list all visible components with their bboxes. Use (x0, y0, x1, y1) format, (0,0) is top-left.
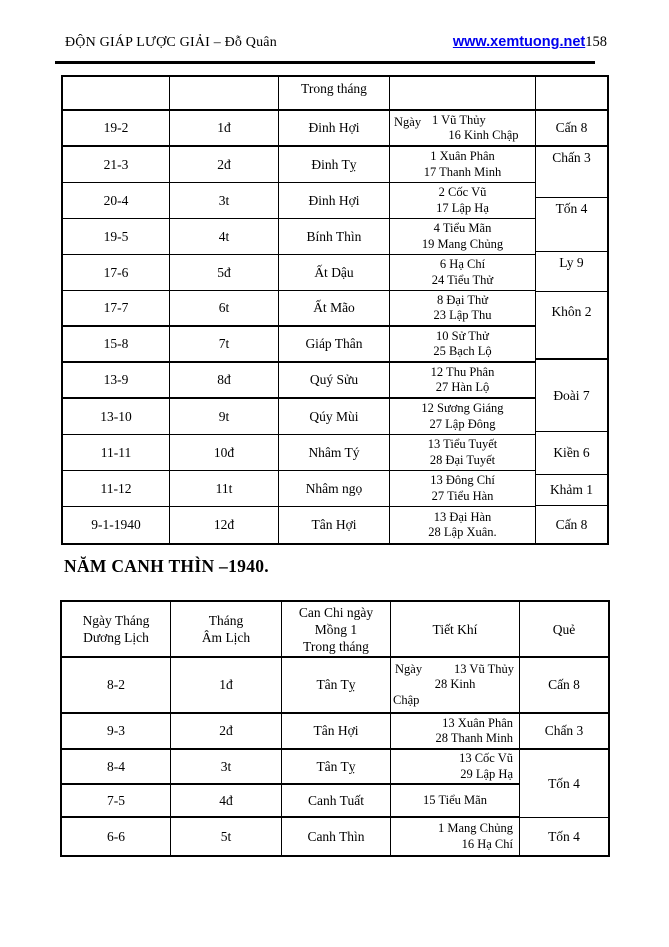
que-value: Tốn 4 (548, 828, 580, 844)
que-cell (536, 475, 607, 506)
que-value: Cấn 8 (555, 120, 588, 135)
date-cell-value: 19-2 (103, 120, 129, 135)
lunar-month-cell (170, 471, 279, 506)
que-header-cell (536, 77, 607, 111)
table-row (62, 785, 520, 818)
tietkhi-line: 4 Tiểu Mãn (433, 221, 492, 235)
tietkhi-line: 15 Tiểu Mãn (423, 792, 487, 807)
que-cell (520, 658, 608, 714)
ngay-label: Ngày (394, 115, 422, 129)
date-cell (62, 750, 171, 783)
canchi-cell (279, 111, 390, 145)
lunar-month-cell (171, 785, 282, 816)
tietkhi-line: 27 Tiểu Hàn (431, 488, 494, 503)
que-value: Tốn 4 (548, 775, 580, 791)
lunar-month-cell-value: 3t (218, 192, 230, 208)
header-divider (55, 61, 595, 64)
table-row (63, 147, 536, 183)
lunar-month-cell-value: 10đ (213, 444, 235, 460)
que-column (520, 602, 608, 855)
lunar-month-cell (170, 183, 279, 218)
table-main-columns (62, 602, 520, 855)
que-value: Chấn 3 (552, 150, 591, 165)
tietkhi-line: 28 Kinh (434, 677, 476, 692)
tietkhi-cell (390, 255, 536, 290)
date-cell (63, 435, 170, 470)
header-label: Mồng 1 (314, 621, 358, 637)
que-header-cell (520, 602, 608, 658)
canchi-cell-value: Nhâm ngọ (305, 480, 363, 496)
tietkhi-cell (390, 183, 536, 218)
canchi-cell-value: Canh Tuất (308, 792, 364, 808)
lunar-month-cell (170, 435, 279, 470)
table-row (63, 435, 536, 471)
header-label: Trong tháng (301, 81, 367, 96)
date-cell-value: 13-10 (100, 408, 132, 424)
canchi-cell-value: Tân Tỵ (316, 758, 356, 774)
header-label: Tiết Khí (432, 621, 478, 637)
header-cell (390, 77, 536, 109)
header-label: Trong tháng (303, 638, 369, 654)
tietkhi-line: 29 Lập Hạ (460, 766, 513, 781)
canchi-cell-value: Giáp Thân (305, 336, 363, 351)
date-cell-value: 8-2 (107, 677, 125, 692)
tietkhi-line: 6 Hạ Chí (439, 257, 486, 271)
lunar-month-cell-value: 7t (218, 336, 230, 351)
lunar-month-cell-value: 4đ (219, 792, 233, 808)
tietkhi-line: 8 Đại Thử (437, 292, 488, 307)
date-cell (63, 147, 170, 182)
header-label: Can Chi ngày (298, 604, 374, 620)
que-cell (536, 252, 607, 292)
tietkhi-line: Chập (393, 692, 420, 707)
date-cell (63, 327, 170, 361)
canchi-cell-value: Tân Hợi (311, 517, 357, 532)
lunar-month-cell-value: 1đ (219, 677, 233, 692)
table-row (62, 658, 520, 714)
date-cell-value: 17-7 (103, 300, 129, 315)
date-cell (63, 399, 170, 434)
header-cell (170, 77, 279, 109)
tietkhi-cell (390, 471, 536, 506)
header-row (63, 77, 536, 111)
section-title: NĂM CANH THÌN –1940. (64, 556, 269, 576)
que-value: Khảm 1 (549, 482, 594, 497)
tietkhi-cell (391, 785, 520, 816)
date-cell (63, 255, 170, 290)
tietkhi-line: 13 Vũ Thủy (454, 661, 514, 676)
table-row (63, 399, 536, 435)
date-cell (63, 291, 170, 325)
date-cell-value: 7-5 (107, 792, 125, 808)
tietkhi-line: 16 Hạ Chí (461, 836, 513, 851)
tietkhi-cell (391, 818, 520, 855)
lunar-month-cell-value: 1đ (217, 120, 231, 135)
canchi-cell-value: Tân Hợi (313, 723, 359, 738)
date-cell-value: 19-5 (103, 228, 129, 244)
table-row (63, 111, 536, 147)
date-cell-value: 8-4 (107, 758, 125, 774)
canchi-cell (279, 435, 390, 470)
tietkhi-line: 2 Cốc Vũ (438, 185, 487, 199)
que-value: Đoài 7 (553, 387, 590, 403)
table-row (63, 471, 536, 507)
lunar-month-cell-value: 2đ (217, 156, 231, 172)
tietkhi-cell (390, 363, 536, 397)
tietkhi-line: 25 Bạch Lộ (433, 344, 492, 358)
canchi-cell (279, 183, 390, 218)
date-cell (63, 219, 170, 254)
canchi-cell-value: Bính Thìn (306, 228, 362, 244)
lunar-month-cell (171, 658, 282, 712)
tietkhi-line: 13 Cốc Vũ (459, 751, 513, 765)
que-value: Chấn 3 (544, 723, 584, 738)
calendar-table-1939 (61, 75, 609, 545)
tietkhi-line: 1 Vũ Thủy (432, 112, 486, 127)
canchi-cell (279, 291, 390, 325)
book-title: ĐỘN GIÁP LƯỢC GIẢI – Đỗ Quân (65, 35, 277, 50)
lunar-month-cell (171, 818, 282, 855)
que-value: Tốn 4 (555, 201, 588, 216)
canchi-cell (279, 399, 390, 434)
date-cell-value: 15-8 (103, 336, 129, 351)
page-number: 158 (585, 34, 607, 50)
que-column (536, 77, 607, 543)
canchi-cell (279, 327, 390, 361)
table-row (63, 255, 536, 291)
tietkhi-line: 27 Lập Đông (429, 416, 496, 431)
date-cell-value: 9-1-1940 (91, 517, 141, 532)
date-cell-value: 6-6 (107, 828, 125, 844)
header-cell (171, 602, 282, 656)
tietkhi-line: 13 Đông Chí (430, 473, 495, 487)
lunar-month-cell (170, 219, 279, 254)
page-header (65, 33, 607, 51)
tietkhi-line: 27 Hàn Lộ (435, 380, 490, 394)
canchi-cell (279, 219, 390, 254)
date-cell (62, 714, 171, 748)
tietkhi-cell (390, 111, 536, 145)
tietkhi-line: 16 Kinh Chập (448, 128, 519, 142)
date-cell-value: 20-4 (103, 192, 129, 208)
header-label: Tháng (208, 613, 244, 628)
table-row (63, 183, 536, 219)
ngay-label: Ngày (395, 662, 423, 676)
que-cell (520, 818, 608, 855)
canchi-cell (279, 471, 390, 506)
table-row (62, 818, 520, 855)
canchi-cell (282, 714, 391, 748)
date-cell-value: 11-11 (100, 444, 132, 460)
canchi-cell-value: Nhâm Tý (308, 444, 360, 460)
lunar-month-cell-value: 5t (220, 828, 232, 844)
date-cell-value: 9-3 (107, 723, 125, 738)
canchi-cell-value: Đinh Hợi (308, 120, 360, 135)
tietkhi-cell (391, 714, 520, 748)
tietkhi-line: 17 Thanh Minh (423, 164, 502, 179)
table-row (62, 714, 520, 750)
que-value: Khôn 2 (551, 304, 592, 319)
calendar-table-1940 (60, 600, 610, 857)
que-value: Kiền 6 (553, 445, 590, 460)
canchi-cell (282, 658, 391, 712)
tietkhi-line: 13 Tiểu Tuyết (427, 437, 498, 451)
date-cell (63, 507, 170, 543)
date-cell (62, 658, 171, 712)
canchi-cell-value: Quý Sửu (309, 372, 359, 387)
header-cell (279, 77, 390, 109)
lunar-month-cell (170, 291, 279, 325)
que-cell (536, 432, 607, 475)
header-label: Quẻ (552, 621, 576, 637)
tietkhi-line: 1 Xuân Phân (430, 149, 495, 163)
que-cell (536, 360, 607, 432)
canchi-cell (279, 363, 390, 397)
date-cell-value: 17-6 (103, 264, 129, 280)
canchi-cell-value: Ất Dậu (314, 264, 354, 280)
tietkhi-cell (390, 399, 536, 434)
table-row (63, 327, 536, 363)
header-cell (282, 602, 391, 656)
lunar-month-cell-value: 8đ (217, 372, 231, 387)
tietkhi-line: 28 Đại Tuyết (429, 452, 496, 467)
date-cell-value: 11-12 (100, 480, 132, 496)
website-link[interactable]: www.xemtuong.net (452, 34, 586, 50)
header-cell (63, 77, 170, 109)
que-value: Cấn 8 (548, 677, 580, 692)
tietkhi-line: 13 Xuân Phân (442, 715, 513, 730)
tietkhi-line: 23 Lập Thu (433, 308, 492, 322)
table-row (63, 219, 536, 255)
lunar-month-cell-value: 12đ (213, 517, 235, 532)
table-row (63, 363, 536, 399)
tietkhi-line: 28 Thanh Minh (435, 731, 513, 745)
tietkhi-cell (390, 507, 536, 543)
lunar-month-cell-value: 5đ (217, 264, 231, 280)
header-cell (62, 602, 171, 656)
date-cell-value: 13-9 (103, 372, 129, 387)
que-cell (536, 147, 607, 198)
lunar-month-cell (170, 111, 279, 145)
lunar-month-cell-value: 2đ (219, 723, 233, 738)
canchi-cell-value: Canh Thìn (307, 828, 365, 844)
header-label: Ngày Tháng (82, 613, 150, 628)
header-label: Âm Lịch (201, 630, 251, 645)
canchi-cell (279, 507, 390, 543)
canchi-cell-value: Tân Tỵ (316, 677, 356, 692)
lunar-month-cell (171, 714, 282, 748)
canchi-cell-value: Qúy Mùi (309, 408, 359, 424)
date-cell (62, 785, 171, 816)
lunar-month-cell (171, 750, 282, 783)
tietkhi-line: 12 Thu Phân (430, 364, 495, 379)
tietkhi-line: 12 Sương Giáng (421, 401, 504, 415)
tietkhi-line: 10 Sử Thử (436, 328, 489, 343)
canchi-cell (282, 750, 391, 783)
tietkhi-line: 24 Tiểu Thử (431, 272, 494, 287)
tietkhi-cell (390, 147, 536, 182)
header-row (62, 602, 520, 658)
canchi-cell-value: Đinh Hợi (308, 192, 360, 208)
date-cell-value: 21-3 (103, 156, 129, 172)
table-row (63, 291, 536, 327)
tietkhi-line: 28 Lập Xuân. (428, 525, 497, 539)
que-cell (536, 506, 607, 543)
tietkhi-line: 1 Mang Chủng (438, 821, 513, 835)
date-cell (63, 363, 170, 397)
lunar-month-cell-value: 3t (220, 758, 232, 774)
que-value: Cấn 8 (555, 516, 588, 532)
page-header-right (453, 33, 607, 51)
que-cell (536, 198, 607, 252)
canchi-cell-value: Đinh Tỵ (311, 156, 357, 172)
canchi-cell (282, 785, 391, 816)
date-cell (63, 183, 170, 218)
lunar-month-cell (170, 255, 279, 290)
lunar-month-cell (170, 363, 279, 397)
header-label: Dương Lịch (83, 630, 149, 645)
que-cell (520, 750, 608, 818)
que-cell (536, 292, 607, 360)
lunar-month-cell-value: 11t (215, 480, 233, 496)
date-cell (62, 818, 171, 855)
canchi-cell (282, 818, 391, 855)
table-row (63, 507, 536, 543)
table-row (62, 750, 520, 785)
date-cell (63, 471, 170, 506)
tietkhi-cell (390, 219, 536, 254)
tietkhi-line: 19 Mang Chủng (421, 236, 504, 251)
tietkhi-cell (390, 291, 536, 325)
tietkhi-cell (390, 327, 536, 361)
lunar-month-cell (170, 327, 279, 361)
que-cell (520, 714, 608, 750)
lunar-month-cell (170, 399, 279, 434)
tietkhi-cell (390, 435, 536, 470)
table-main-columns (63, 77, 536, 543)
lunar-month-cell-value: 6t (218, 300, 230, 315)
date-cell (63, 111, 170, 145)
header-cell (391, 602, 520, 656)
tietkhi-cell (391, 750, 520, 783)
lunar-month-cell-value: 9t (218, 408, 230, 424)
tietkhi-line: 13 Đại Hàn (433, 509, 492, 524)
que-cell (536, 111, 607, 147)
tietkhi-cell (391, 658, 520, 712)
canchi-cell (279, 255, 390, 290)
canchi-cell-value: Ất Mão (313, 300, 355, 315)
canchi-cell (279, 147, 390, 182)
lunar-month-cell (170, 507, 279, 543)
tietkhi-line: 17 Lập Hạ (436, 200, 489, 215)
que-value: Ly 9 (559, 255, 584, 270)
lunar-month-cell-value: 4t (218, 228, 230, 244)
lunar-month-cell (170, 147, 279, 182)
